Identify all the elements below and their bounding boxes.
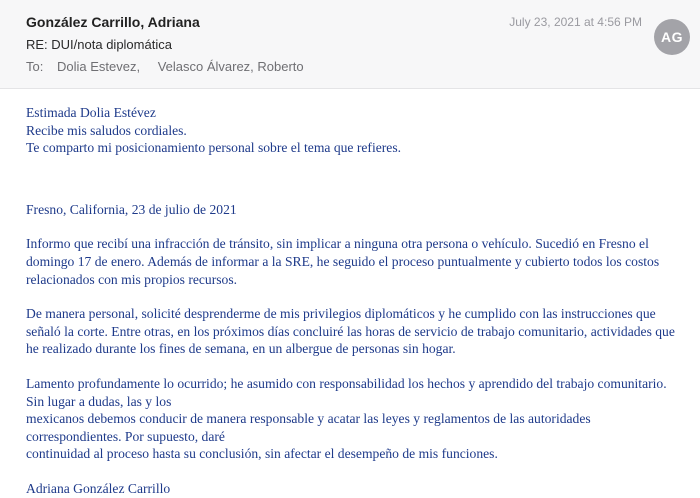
paragraph-line: he realizado durante los fines de semana, en un albergue de personas sin hogar. — [26, 341, 456, 357]
paragraph-line: Informo que recibí una infracción de tránsito, sin implicar a ninguna otra persona o vehículo. Sucedió en Fresno el — [26, 236, 649, 252]
paragraph-line: correspondientes. Por supuesto, daré — [26, 428, 225, 444]
greeting-line: Recibe mis saludos cordiales. — [26, 122, 187, 138]
to-label: To: — [26, 59, 44, 74]
paragraph-line: mexicanos debemos conducir de manera responsable y acatar las leyes y reglamentos de las autoridades — [26, 411, 591, 427]
place-date: Fresno, California, 23 de julio de 2021 — [26, 201, 237, 217]
avatar[interactable]: AG — [654, 19, 690, 55]
paragraph-line: domingo 17 de enero. Además de informar a la SRE, he seguido el proceso puntualmente y cubierto todos los costos — [26, 253, 660, 269]
message-body — [26, 104, 691, 498]
paragraph-line: Lamento profundamente lo ocurrido; he asumido con responsabilidad los hechos y aprendido del trabajo comunitario. — [26, 375, 667, 391]
paragraph-line: relacionados con mis propios recursos. — [26, 271, 238, 287]
message-header — [0, 0, 700, 89]
paragraph-line: señaló la corte. Entre otras, en los próximos días concluiré las horas de servicio de trabajo comunitario, actividades que — [26, 323, 675, 339]
signature: Adriana González Carrillo — [26, 480, 171, 496]
greeting-line: Te comparto mi posicionamiento personal sobre el tema que refieres. — [26, 140, 402, 156]
paragraph-line: De manera personal, solicité desprenderme de mis privilegios diplomáticos y he cumplido con las instrucciones que — [26, 306, 656, 322]
greeting-line: Estimada Dolia Estévez — [26, 105, 156, 120]
message-date: July 23, 2021 at 4:56 PM — [509, 15, 642, 29]
message-subject: RE: DUI/nota diplomática — [26, 37, 172, 52]
paragraph-line: continuidad al proceso hasta su conclusión, sin afectar el desempeño de mis funciones. — [26, 446, 498, 462]
recipients-row — [26, 59, 304, 74]
sender-name[interactable]: González Carrillo, Adriana — [26, 14, 200, 30]
recipient-roberto[interactable]: Velasco Álvarez, Roberto — [157, 59, 304, 74]
paragraph-line: Sin lugar a dudas, las y los — [26, 393, 172, 409]
recipient-dolia[interactable]: Dolia Estevez, — [56, 59, 141, 74]
